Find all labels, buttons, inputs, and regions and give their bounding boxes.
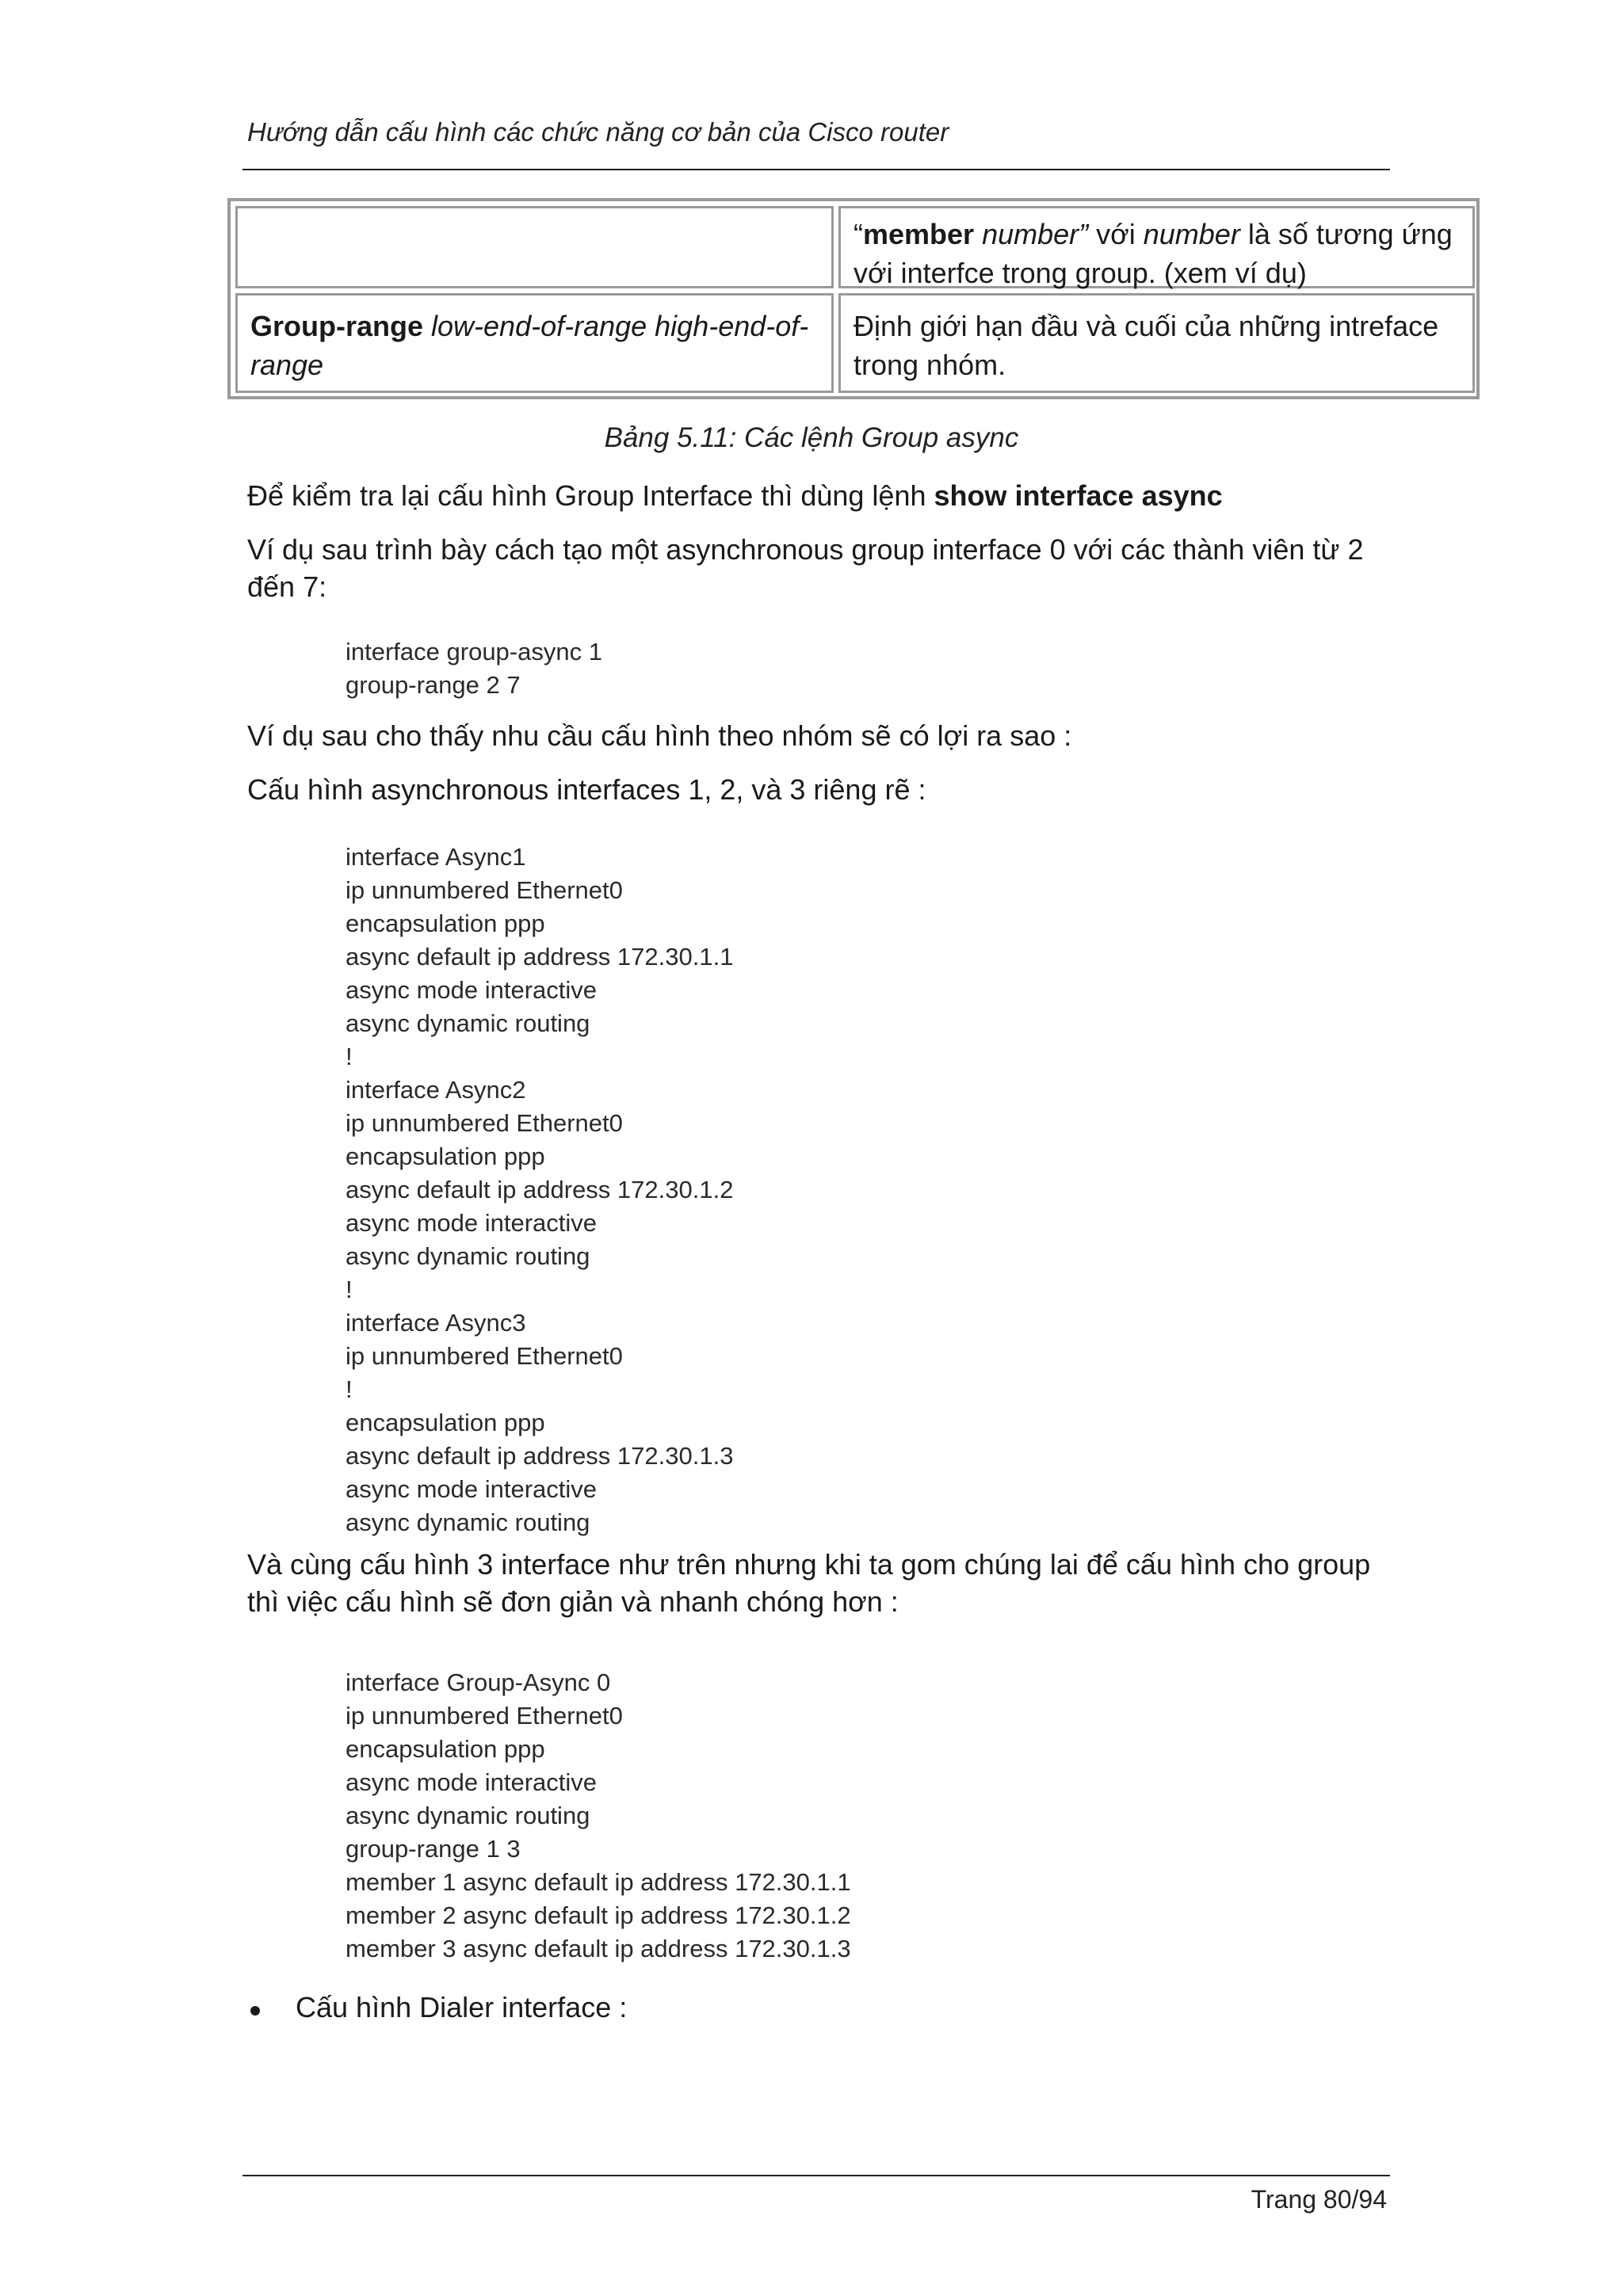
page-number: Trang 80/94 (1251, 2185, 1387, 2214)
code-line: async default ip address 172.30.1.3 (346, 1442, 734, 1470)
code-line: member 3 async default ip address 172.30.1.3 (346, 1935, 851, 1962)
table-cell-r1-c2: “member number” với number là số tương ứng với interfce trong group. (xem ví dụ) (838, 206, 1475, 288)
code-line: async mode interactive (346, 1209, 598, 1237)
code-line: async dynamic routing (346, 1802, 590, 1829)
running-header: Hướng dẫn cấu hình các chức năng cơ bản của Cisco router (247, 117, 949, 147)
code-line: encapsulation ppp (346, 1409, 545, 1436)
bullet-dialer-interface: Cấu hình Dialer interface : (296, 1991, 628, 2023)
code-line: async dynamic routing (346, 1009, 590, 1037)
code-line: async mode interactive (346, 1768, 598, 1796)
code-line: interface group-async 1 (346, 638, 602, 666)
code-line: encapsulation ppp (346, 910, 545, 937)
paragraph-group-config: Và cùng cấu hình 3 interface như trên nhưng khi ta gom chúng lai để cấu hình cho group thì việc cấu hình sẽ đơn giản và nhanh chóng hơn : (247, 1548, 1371, 1618)
code-line: async default ip address 172.30.1.2 (346, 1176, 734, 1203)
footer-rule (242, 2175, 1390, 2176)
code-line: interface Async3 (346, 1309, 526, 1337)
table-cell-r2-c2: Định giới hạn đầu và cuối của những intreface trong nhóm. (838, 293, 1475, 393)
code-block-async-interfaces (346, 841, 733, 1539)
table-cell-r2-c1: Group-range low-end-of-range high-end-of- range (235, 293, 834, 393)
code-line: ip unnumbered Ethernet0 (346, 1342, 623, 1370)
code-block-group-async (346, 1666, 851, 1966)
code-line: async mode interactive (346, 1475, 598, 1503)
header-rule (242, 169, 1390, 170)
code-block-group-range (346, 635, 602, 702)
table-cell-r1-c1 (235, 206, 834, 288)
bullet-icon (250, 2006, 260, 2016)
code-line: member 2 async default ip address 172.30.1.2 (346, 1901, 851, 1929)
code-line: interface Group-Async 0 (346, 1669, 611, 1696)
group-range-keyword: Group-range (250, 310, 424, 342)
code-line: async mode interactive (346, 976, 598, 1004)
paragraph-show-interface: Để kiểm tra lại cấu hình Group Interface thì dùng lệnh show interface async (247, 479, 1223, 512)
code-line: interface Async2 (346, 1076, 526, 1104)
code-line: interface Async1 (346, 843, 526, 871)
code-line: ! (346, 1276, 353, 1303)
code-line: ! (346, 1375, 353, 1403)
paragraph-separate-config: Cấu hình asynchronous interfaces 1, 2, và 3 riêng rẽ : (247, 773, 926, 806)
code-line: encapsulation ppp (346, 1735, 545, 1763)
code-line: ip unnumbered Ethernet0 (346, 1109, 623, 1137)
code-line: encapsulation ppp (346, 1142, 545, 1170)
code-line: async dynamic routing (346, 1242, 590, 1270)
command-table (227, 198, 1480, 399)
paragraph-benefit: Ví dụ sau cho thấy nhu cầu cấu hình theo nhóm sẽ có lợi ra sao : (247, 719, 1072, 752)
code-line: group-range 2 7 (346, 671, 521, 699)
code-line: async default ip address 172.30.1.1 (346, 943, 734, 971)
table-caption: Bảng 5.11: Các lệnh Group async (604, 422, 1019, 453)
code-line: ! (346, 1043, 353, 1070)
code-line: group-range 1 3 (346, 1835, 521, 1863)
code-line: ip unnumbered Ethernet0 (346, 1702, 623, 1730)
member-keyword: member (863, 218, 975, 250)
code-line: member 1 async default ip address 172.30.1.1 (346, 1868, 851, 1896)
code-line: async dynamic routing (346, 1508, 590, 1536)
paragraph-group-example: Ví dụ sau trình bày cách tạo một asynchronous group interface 0 với các thành viên từ 2 đến 7: (247, 533, 1364, 603)
show-command: show interface async (934, 479, 1223, 512)
code-line: ip unnumbered Ethernet0 (346, 876, 623, 904)
